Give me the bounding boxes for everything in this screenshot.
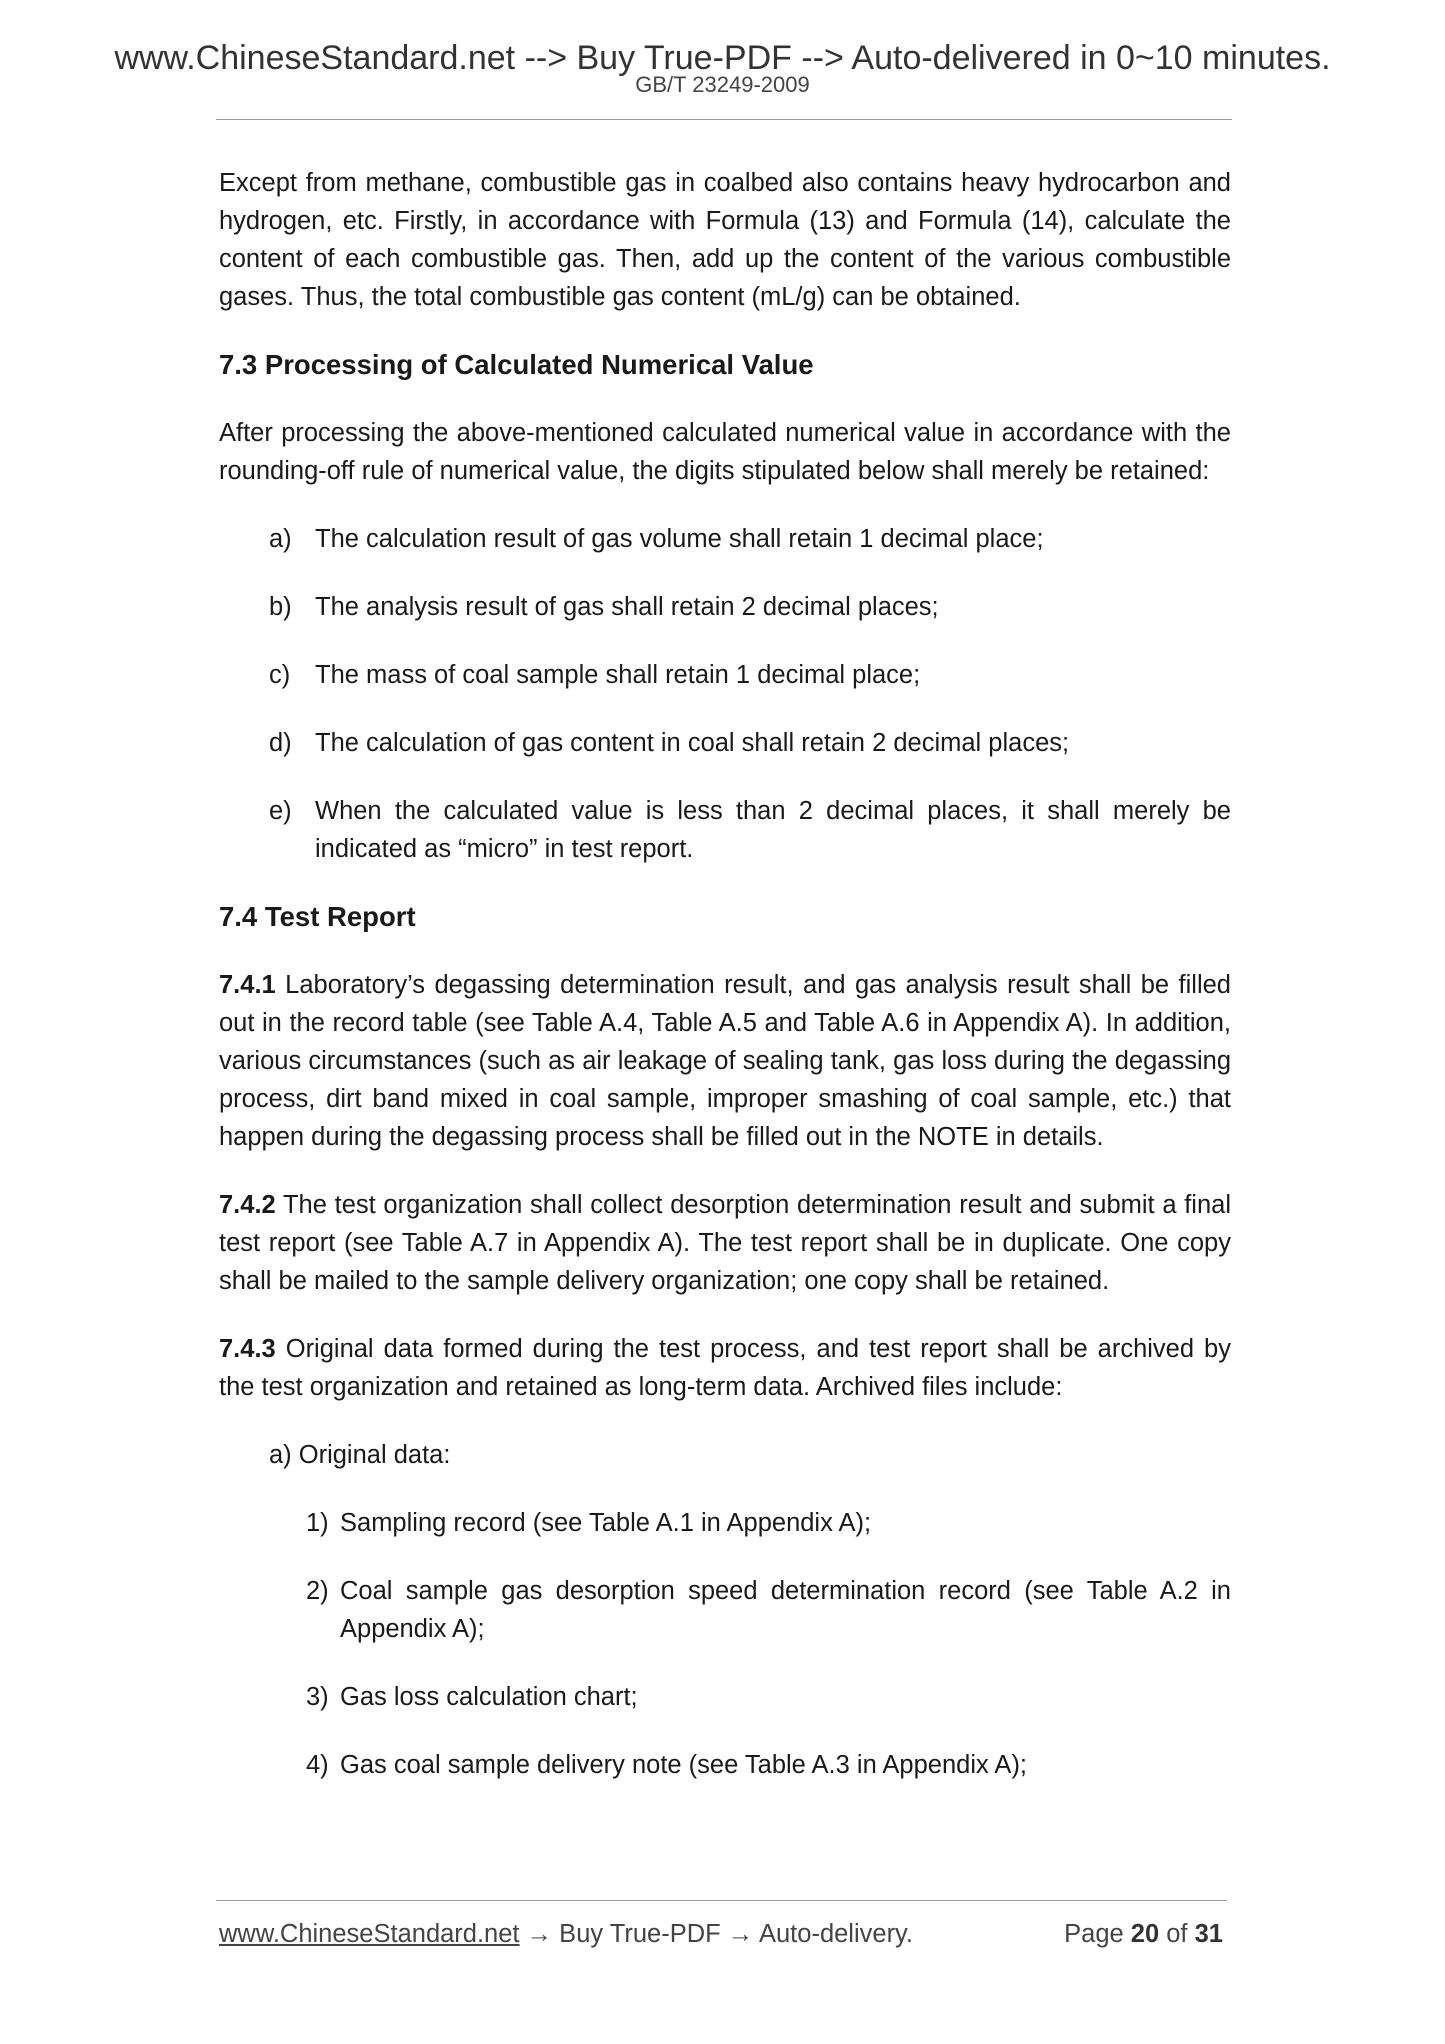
clause-number: 7.4.2 (219, 1191, 276, 1219)
numbered-item (219, 1504, 1231, 1542)
clause-7-4-3 (219, 1330, 1231, 1406)
sub-item-original-data: a) Original data: (269, 1441, 451, 1469)
clause-text: The test organization shall collect desorption determination result and submit a final test report (see Table A.7 in Appendix A). The test report shall be in duplicate. One copy shall be mailed to the sample delivery organization; one copy shall be retained. (219, 1191, 1231, 1295)
clause-text: Laboratory’s degassing determination result, and gas analysis result shall be filled out in the record table (see Table A.4, Table A.5 and Table A.6 in Appendix A). In addition, various circumstances (such as air leakage of sealing tank, gas loss during the degassing process, dirt band mixed in coal sample, improper smashing of coal sample, etc.) that happen during the degassing process shall be filled out in the NOTE in details. (219, 971, 1231, 1151)
list-marker: b) (269, 593, 292, 621)
clause-text: Original data formed during the test process, and test report shall be archived by the test organization and retained as long-term data. Archived files include: (219, 1335, 1231, 1401)
numbered-item-text: Gas coal sample delivery note (see Table A.3 in Appendix A); (340, 1751, 1028, 1779)
intro-paragraph: Except from methane, combustible gas in coalbed also contains heavy hydrocarbon and hydrogen, etc. Firstly, in accordance with Formula (13) and Formula (14), calculate the content of each combustible gas. Then, add up the content of the various combustible gases. Thus, the total combustible gas content (mL/g) can be obtained. (219, 169, 1231, 311)
footer-promo (219, 1918, 913, 1950)
header-divider (216, 119, 1232, 120)
page-indicator (1064, 1918, 1223, 1950)
list-item (219, 656, 1231, 694)
list-item-text: The calculation result of gas volume shall retain 1 decimal place; (315, 525, 1044, 553)
list-item (219, 588, 1231, 626)
numbered-item-text: Gas loss calculation chart; (340, 1683, 638, 1711)
current-page-number: 20 (1130, 1920, 1160, 1948)
numbered-item (219, 1678, 1231, 1716)
clause-7-4-1 (219, 966, 1231, 1156)
footer-site-link[interactable]: www.ChineseStandard.net (219, 1920, 520, 1948)
of-label: of (1166, 1920, 1188, 1948)
page-content (219, 164, 1231, 1784)
list-item-text: The calculation of gas content in coal shall retain 2 decimal places; (315, 729, 1070, 757)
total-pages: 31 (1194, 1920, 1223, 1948)
section-7-3-paragraph: After processing the above-mentioned calculated numerical value in accordance with the rounding-off rule of numerical value, the digits stipulated below shall merely be retained: (219, 419, 1231, 485)
numbered-marker: 4) (306, 1751, 329, 1779)
list-item (219, 724, 1231, 762)
section-heading-7-4: 7.4 Test Report (219, 901, 416, 932)
clause-number: 7.4.1 (219, 971, 276, 999)
list-marker: e) (269, 797, 292, 825)
list-item-text: The mass of coal sample shall retain 1 decimal place; (315, 661, 921, 689)
numbered-item (219, 1572, 1231, 1648)
numbered-item-text: Sampling record (see Table A.1 in Appendix A); (340, 1509, 872, 1537)
list-marker: d) (269, 729, 292, 757)
footer-divider (216, 1900, 1227, 1901)
numbered-marker: 1) (306, 1509, 329, 1537)
numbered-marker: 3) (306, 1683, 329, 1711)
list-item (219, 520, 1231, 558)
list-item-text: When the calculated value is less than 2 decimal places, it shall merely be indicated as “micro” in test report. (315, 797, 1231, 863)
standard-code: GB/T 23249-2009 (635, 72, 810, 97)
numbered-item (219, 1746, 1231, 1784)
section-heading-7-3: 7.3 Processing of Calculated Numerical Value (219, 349, 814, 380)
list-marker: c) (269, 661, 291, 689)
clause-number: 7.4.3 (219, 1335, 276, 1363)
clause-7-4-2 (219, 1186, 1231, 1300)
promo-banner: www.ChineseStandard.net --> Buy True-PDF --> Auto-delivered in 0~10 minutes. (114, 39, 1331, 77)
list-marker: a) (269, 525, 292, 553)
numbered-item-text: Coal sample gas desorption speed determination record (see Table A.2 in Appendix A); (340, 1577, 1231, 1643)
list-item (219, 792, 1231, 868)
footer-promo-text: → Buy True-PDF → Auto-delivery. (519, 1920, 913, 1948)
list-item-text: The analysis result of gas shall retain 2 decimal places; (315, 593, 939, 621)
page-label: Page (1064, 1920, 1124, 1948)
numbered-marker: 2) (306, 1577, 329, 1605)
